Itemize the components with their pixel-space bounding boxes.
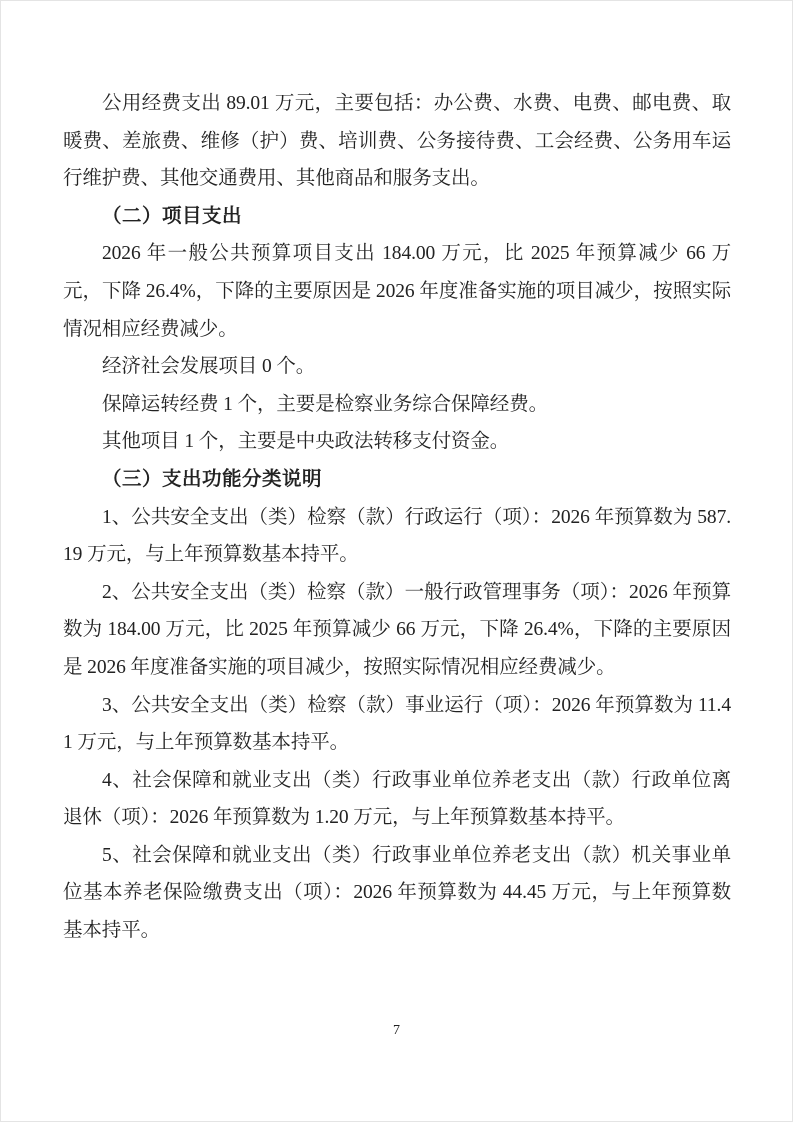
section-heading: （三）支出功能分类说明 <box>102 468 323 490</box>
body-paragraph: 5、社会保障和就业支出（类）行政事业单位养老支出（款）机关事业单位基本养老保险缴费支出（项）：2026 年预算数为 44.45 万元，与上年预算数基本持平。 <box>63 844 731 942</box>
body-paragraph: 2026 年一般公共预算项目支出 184.00 万元，比 2025 年预算减少 66 万元，下降 26.4%，下降的主要原因是 2026 年度准备实施的项目减少，按照实际情况相应经费减少。 <box>63 243 731 340</box>
body-paragraph: 公用经费支出 89.01 万元，主要包括：办公费、水费、电费、邮电费、取暖费、差旅费、维修（护）费、培训费、公务接待费、工会经费、公务用车运行维护费、其他交通费用、其他商品和服务支出。 <box>63 93 731 190</box>
body-paragraph: 经济社会发展项目 0 个。 <box>102 356 316 378</box>
body-paragraph: 1、公共安全支出（类）检察（款）行政运行（项）：2026 年预算数为 587.19 万元，与上年预算数基本持平。 <box>63 506 731 566</box>
page-number: 7 <box>393 1023 400 1038</box>
document-content <box>63 85 731 950</box>
body-paragraph: 4、社会保障和就业支出（类）行政事业单位养老支出（款）行政单位离退休（项）：2026 年预算数为 1.20 万元，与上年预算数基本持平。 <box>63 769 731 829</box>
body-paragraph: 保障运转经费 1 个，主要是检察业务综合保障经费。 <box>102 393 549 415</box>
body-paragraph: 其他项目 1 个，主要是中央政法转移支付资金。 <box>102 431 510 453</box>
body-paragraph: 2、公共安全支出（类）检察（款）一般行政管理事务（项）：2026 年预算数为 184.00 万元，比 2025 年预算减少 66 万元，下降 26.4%，下降的主要原因是 2026 年度准备实施的项目减少，按照实际情况相应经费减少。 <box>63 581 731 678</box>
section-heading: （二）项目支出 <box>102 205 243 227</box>
body-paragraph: 3、公共安全支出（类）检察（款）事业运行（项）：2026 年预算数为 11.41 万元，与上年预算数基本持平。 <box>63 694 731 754</box>
